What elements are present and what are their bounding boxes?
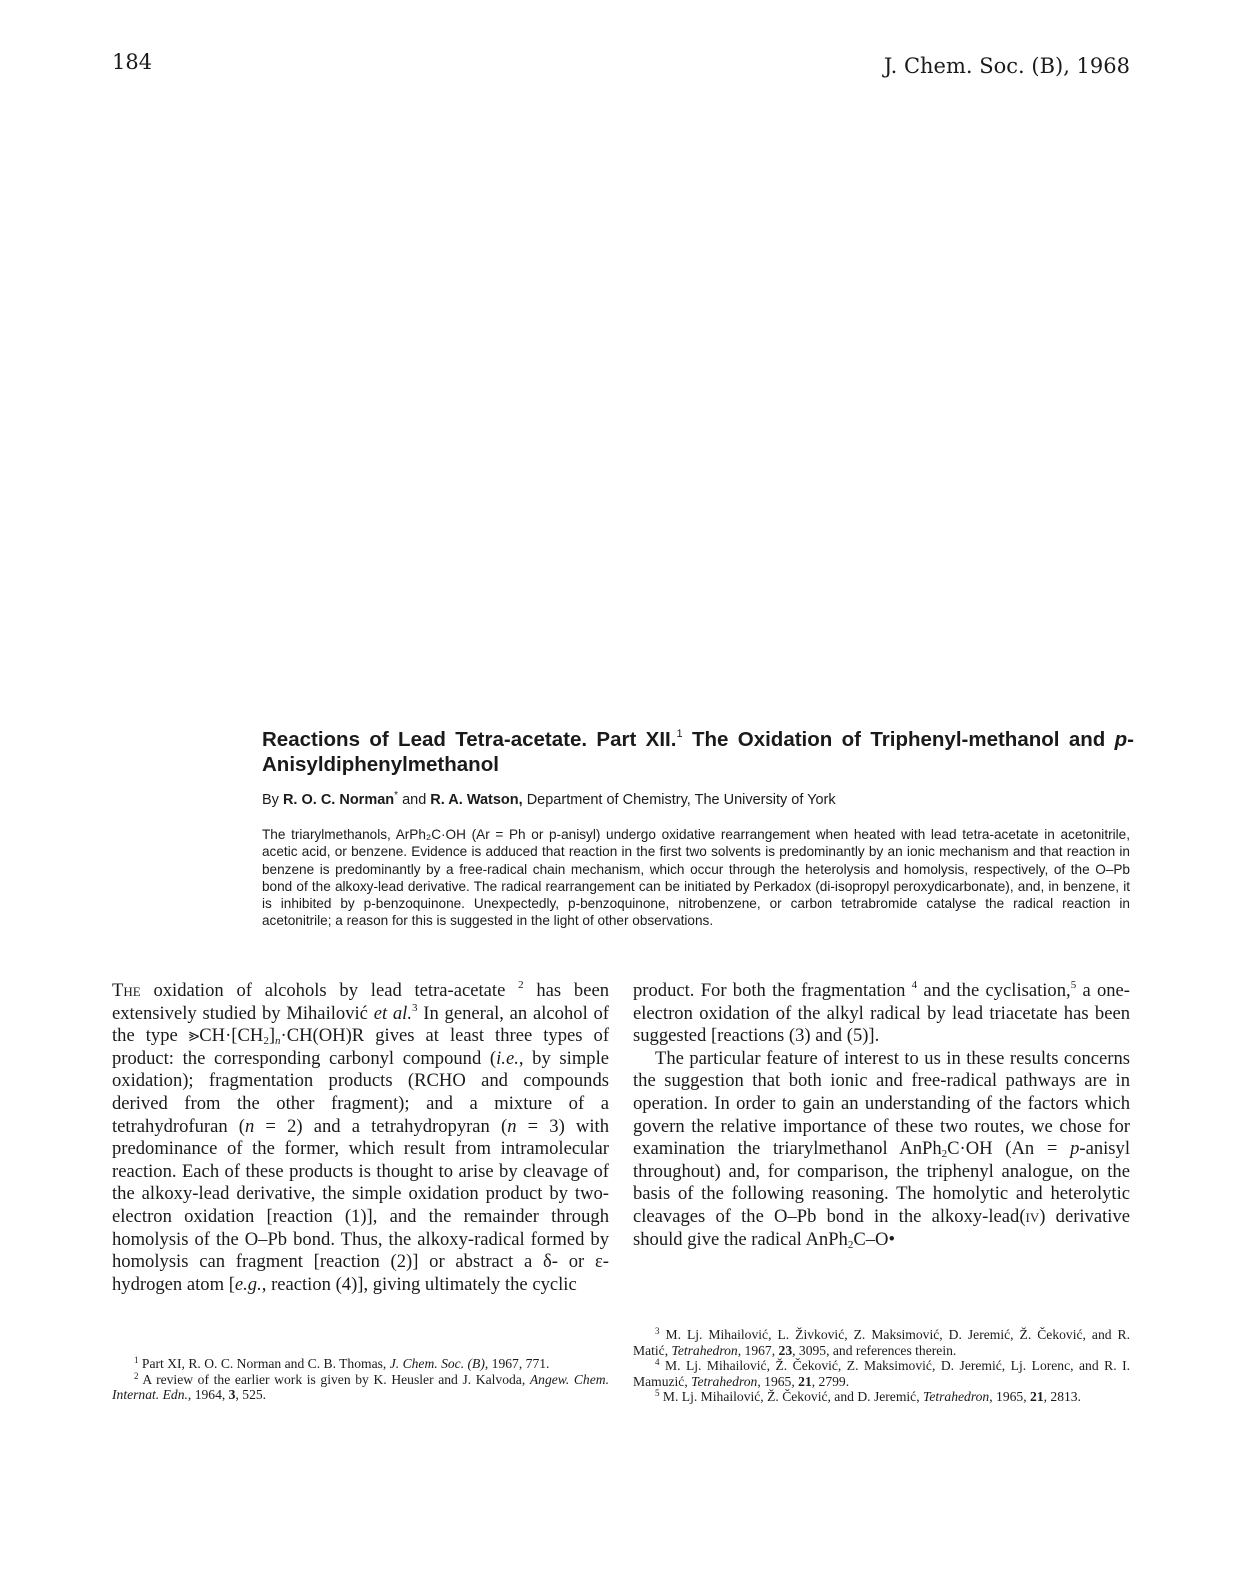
footnote-text: , 2813. [1043, 1389, 1081, 1405]
title-footnote-ref: 1 [676, 728, 683, 740]
text-run: , reaction (4)], giving ultimately the cyclic [261, 1273, 577, 1295]
subscript-n: n [275, 1035, 281, 1048]
subscript: 2 [847, 1238, 854, 1251]
title-text-2: The Oxidation of Triphenyl-methanol and [682, 728, 1115, 751]
text-run: a one-electron oxidation of the alkyl radical by lead triacetate has been suggested [reactions (3) and (5)]. [633, 980, 1130, 1047]
footnote-journal: Tetrahedron [923, 1389, 990, 1405]
formula: ] [268, 1025, 276, 1047]
text-run: ) derivative should give the radical AnPh [633, 1205, 1130, 1250]
footnote-volume: 21 [1030, 1389, 1044, 1405]
ref-5: 5 [1070, 979, 1077, 991]
text-run: = 3) with predominance of the former, which result from intramolecular reaction. Each of these products is thought to arise by cleavage of the alkoxy-lead derivative, the simple oxidation product by two-electron oxidation [reaction (1)], and the remainder through homolysis of the O–Pb bond. Thus, the alkoxy-radical formed by homolysis can fragment [reaction (2)] or abstract a δ- or ε-hydrogen atom [ [112, 1115, 609, 1295]
eg: e.g. [234, 1273, 262, 1295]
text-run: = 2) and a tetrahydropyran ( [254, 1115, 508, 1137]
author-watson: R. A. Watson, [430, 792, 523, 808]
subscript: 2 [941, 1148, 948, 1161]
ie: i.e. [496, 1047, 519, 1069]
title-text-3: -Anisyldiphenylmethanol [262, 728, 1134, 776]
footnote-text: M. Lj. Mihailović, L. Živković, Z. Maksimović, D. Jeremić, Ž. Čeković, and R. Matić, [633, 1327, 1130, 1358]
continued-paragraph [633, 980, 1130, 1048]
footnote-volume: 3 [228, 1387, 236, 1403]
drop-cap-word: The [112, 980, 141, 1001]
footnote-text: , 2799. [811, 1373, 850, 1389]
text-run: product. For both the fragmentation [633, 980, 912, 1001]
article-title [262, 722, 1134, 777]
byline-and: and [398, 792, 431, 808]
text-run: C·OH (An = [947, 1138, 1071, 1160]
page-number: 184 [112, 50, 153, 74]
second-paragraph [633, 1048, 1130, 1251]
footnote-journal: Tetrahedron [671, 1342, 738, 1358]
footnote-text: A review of the earlier work is given by K. Heusler and J. Kalvoda, [138, 1371, 530, 1387]
text-run: gives at least three types of product: the corresponding carbonyl compound ( [112, 1025, 610, 1069]
formula: ·CH(OH)R [280, 1025, 365, 1047]
abstract: The triarylmethanols, ArPh₂C·OH (Ar = Ph or p-anisyl) undergo oxidative rearrangement when heated with lead tetra-acetate in acetonitrile, acetic acid, or benzene. Evidence is adduced that reaction in the first two solvents is predominantly by an ionic mechanism and that reaction in benzene is predominantly by a free-radical chain mechanism, which occur through the heterolysis and homolysis, respectively, of the O–Pb bond of the alkoxy-lead derivative. The radical rearrangement can be initiated by Perkadox (di-isopropyl peroxydicarbonate), and, in benzene, it is inhibited by p-benzoquinone. Unexpectedly, p-benzoquinone, nitrobenzene, or carbon tetrabromide catalyse the radical reaction in acetonitrile; a reason for this is suggested in the light of other observations. [262, 827, 1130, 929]
title-text-1: Reactions of Lead Tetra-acetate. Part XII. [262, 728, 677, 751]
footnote-text: , 525. [235, 1387, 267, 1403]
footnote-volume: 23 [778, 1342, 793, 1358]
text-run: The particular feature of interest to us in these results concerns the suggestion that both ionic and free-radical pathways are in operation. In order to gain an understanding of the factors which govern the relative importance of these two routes, we chose for examination the triarylmethanol AnPh [633, 1047, 1130, 1160]
footnote-number: 4 [655, 1357, 660, 1368]
body-column-right [633, 980, 1130, 1251]
footnote-text: , 1964, [187, 1387, 229, 1403]
n-variable: n [244, 1115, 255, 1137]
et-al: et al. [373, 1002, 412, 1024]
subscript: 2 [263, 1035, 269, 1048]
byline [262, 790, 1134, 808]
footnote-text: , 1965, [989, 1389, 1031, 1405]
text-run: and the cyclisation, [917, 980, 1071, 1001]
footnote-2 [112, 1372, 609, 1403]
p-italic: p [1070, 1138, 1080, 1160]
text-run: oxidation of alcohols by lead tetra-acetate [140, 980, 519, 1001]
footnotes-right [633, 1327, 1130, 1405]
title-italic-p: p [1114, 728, 1128, 751]
footnote-number: 2 [134, 1370, 139, 1381]
footnote-4 [633, 1358, 1130, 1389]
ref-4: 4 [911, 979, 918, 991]
body-column-left [112, 980, 609, 1296]
intro-paragraph [112, 980, 609, 1296]
footnote-journal: Angew. Chem. Internat. Edn. [112, 1371, 609, 1403]
affiliation: Department of Chemistry, The University of York [522, 792, 836, 808]
oxidation-state-iv: iv [1025, 1205, 1040, 1227]
text-run: , by simple oxidation); fragmentation products (RCHO and compounds derived from the other fragment); and a mixture of a tetrahydrofuran ( [112, 1047, 609, 1137]
text-run: has been extensively studied by Mihailović [112, 980, 610, 1024]
footnote-text: , 1965, [757, 1373, 799, 1389]
footnote-3 [633, 1327, 1130, 1358]
footnote-text: , 1967, [737, 1342, 779, 1358]
footnote-text: , 3095, and references therein. [792, 1342, 957, 1358]
footnotes-left [112, 1356, 609, 1403]
footnote-5 [633, 1389, 1130, 1405]
footnote-number: 3 [655, 1326, 660, 1336]
footnote-1 [112, 1356, 609, 1372]
ref-3: 3 [412, 1001, 418, 1014]
ref-2: 2 [518, 979, 524, 991]
corresponding-author-mark: * [394, 790, 399, 801]
n-variable: n [507, 1115, 517, 1137]
footnote-text: M. Lj. Mihailović, Ž. Čeković, and D. Jeremić, [659, 1389, 924, 1405]
text-run: -anisyl throughout) and, for comparison, the triphenyl analogue, on the basis of the following reasoning. The homolytic and heterolytic cleavages of the O–Pb bond in the alkoxy-lead( [633, 1138, 1130, 1227]
footnote-number: 1 [134, 1355, 139, 1365]
footnote-text: , 1967, 771. [484, 1356, 550, 1371]
text-run: In general, an alcohol of the type [112, 1002, 609, 1047]
footnote-text: Part XI, R. O. C. Norman and C. B. Thomas, [138, 1356, 390, 1371]
text-run: C–O• [853, 1228, 895, 1250]
formula: ⪢CH·[CH [188, 1025, 264, 1047]
footnote-journal: Tetrahedron [691, 1373, 758, 1389]
footnote-volume: 21 [798, 1373, 812, 1389]
footnote-text: M. Lj. Mihailović, Ž. Čeković, Z. Maksimović, D. Jeremić, Lj. Lorenc, and R. I. Mamuzić, [633, 1358, 1130, 1389]
journal-citation: J. Chem. Soc. (B), 1968 [883, 54, 1130, 78]
footnote-number: 5 [655, 1388, 660, 1399]
footnote-journal: J. Chem. Soc. (B) [389, 1356, 485, 1371]
byline-prefix: By [262, 792, 283, 808]
author-norman: R. O. C. Norman [282, 792, 395, 808]
